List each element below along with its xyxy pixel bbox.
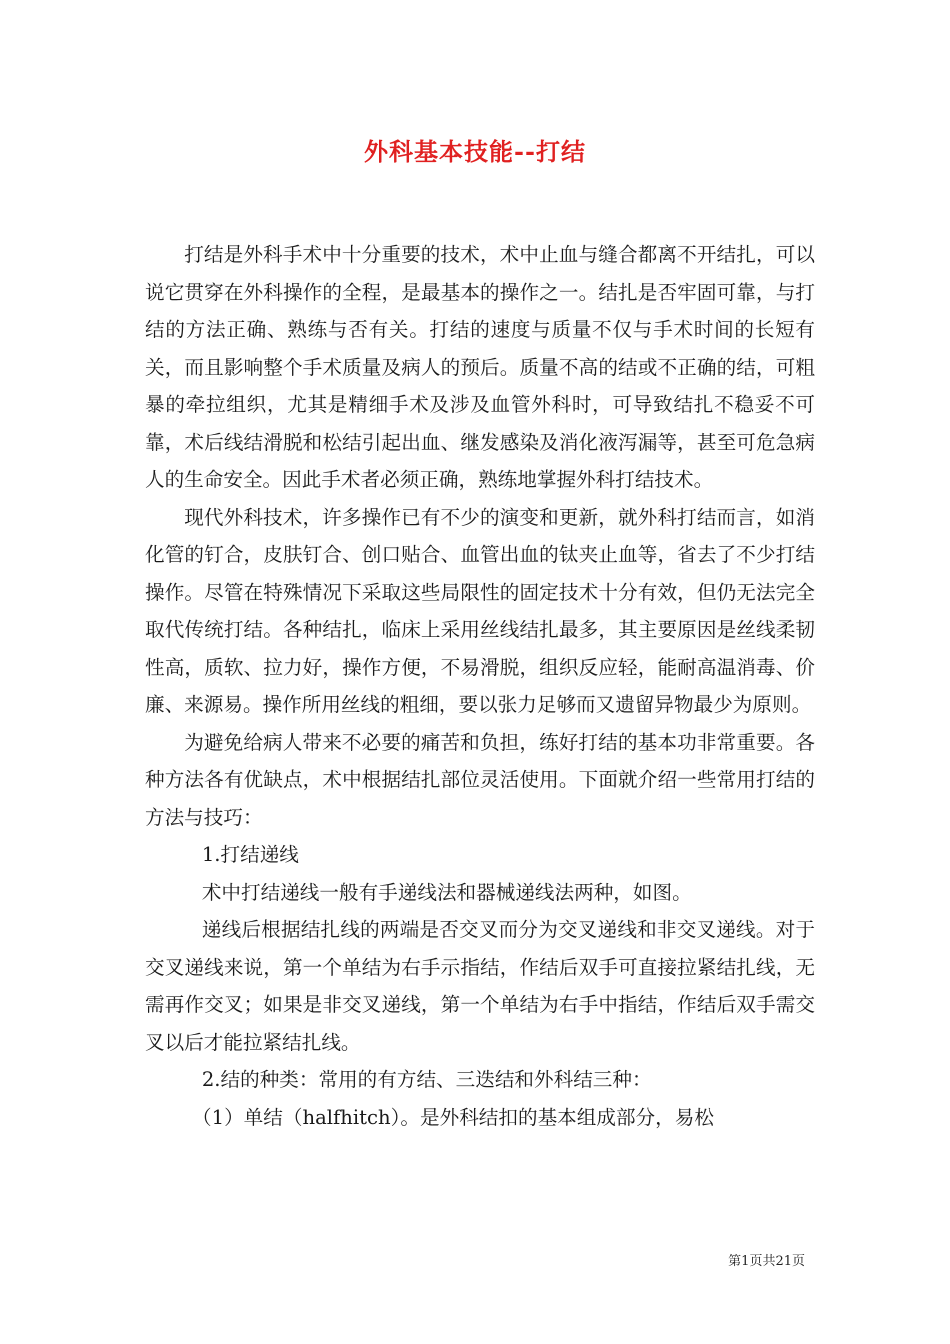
paragraph: 术中打结递线一般有手递线法和器械递线法两种，如图。 [201, 880, 692, 904]
paragraph: （1）单结（halfhitch）。是外科结扣的基本组成部分，易松 [192, 1105, 714, 1129]
paragraph: 打结是外科手术中十分重要的技术，术中止血与缝合都离不开结扎，可以说它贯穿在外科操作的全程，是最基本的操作之一。结扎是否牢固可靠，与打结的方法正确、熟练与否有关。打结的速度与质量不仅与手术时间的长短有关，而且影响整个手术质量及病人的预后。质量不高的结或不正确的结，可粗暴的牵拉组织，尤其是精细手术及涉及血管外科时，可导致结扎不稳妥不可靠，术后线结滑脱和松结引起出血、继发感染及消化液泻漏等，甚至可危急病人的生命安全。因此手术者必须正确，熟练地掌握外科打结技术。 [145, 243, 815, 491]
paragraph: 为避免给病人带来不必要的痛苦和负担，练好打结的基本功非常重要。各种方法各有优缺点，术中根据结扎部位灵活使用。下面就介绍一些常用打结的方法与技巧： [145, 730, 815, 829]
paragraph: 现代外科技术，许多操作已有不少的演变和更新，就外科打结而言，如消化管的钉合，皮肤钉合、创口贴合、血管出血的钛夹止血等，省去了不少打结操作。尽管在特殊情况下采取这些局限性的固定技术十分有效，但仍无法完全取代传统打结。各种结扎，临床上采用丝线结扎最多，其主要原因是丝线柔韧性高，质软、拉力好，操作方便，不易滑脱，组织反应轻，能耐高温消毒、价廉、来源易。操作所用丝线的粗细，要以张力足够而又遗留异物最少为原则。 [145, 505, 815, 716]
section-heading: 2.结的种类：常用的有方结、三迭结和外科结三种： [201, 1068, 652, 1091]
document-title: 外科基本技能--打结 [364, 137, 586, 166]
document-body [145, 236, 815, 1136]
page-number: 第1页共21页 [728, 1254, 805, 1269]
paragraph: 递线后根据结扎线的两端是否交叉而分为交叉递线和非交叉递线。对于交叉递线来说，第一个单结为右手示指结，作结后双手可直接拉紧结扎线，无需再作交叉；如果是非交叉递线，第一个单结为右手中指结，作结后双手需交叉以后才能拉紧结扎线。 [145, 918, 815, 1054]
section-heading: 1.打结递线 [201, 843, 299, 866]
